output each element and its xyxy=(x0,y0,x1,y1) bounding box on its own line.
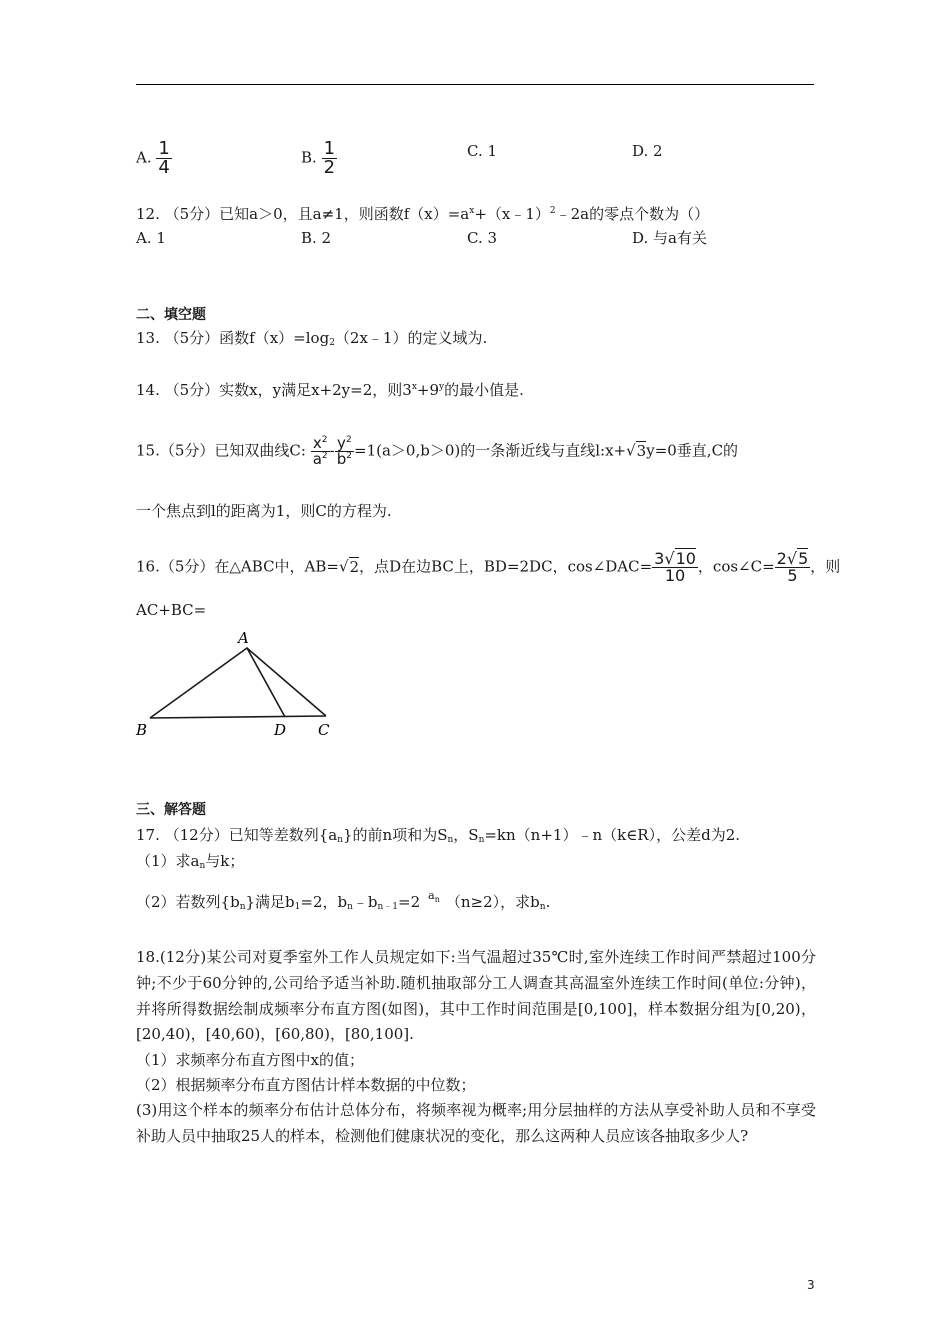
option-label: A. xyxy=(136,148,152,167)
text: （1）求a xyxy=(136,852,200,870)
option-label: B. xyxy=(301,148,317,167)
triangle-figure xyxy=(130,625,340,745)
q12-stem xyxy=(136,201,709,224)
fraction xyxy=(156,140,171,177)
point-d-label: D xyxy=(274,721,287,739)
q17-line3 xyxy=(136,886,550,917)
subscript: 2 xyxy=(329,338,335,348)
text: （2x﹣1）的定义域为. xyxy=(334,329,488,347)
radicand: 3 xyxy=(636,441,647,460)
numerator: x xyxy=(312,434,322,452)
text: +9 xyxy=(416,381,440,399)
denominator: 4 xyxy=(158,157,170,178)
superscript: y xyxy=(439,382,445,392)
q13-stem xyxy=(136,328,487,353)
header-rule xyxy=(136,84,814,85)
numerator: 1 xyxy=(158,138,170,159)
q12-option-b: B. 2 xyxy=(301,229,332,247)
text: 13. （5分）函数f（x）=log xyxy=(136,329,330,347)
text: ﹣2a的零点个数为（） xyxy=(555,205,710,223)
q18-part1: （1）求频率分布直方图中x的值； xyxy=(136,1051,365,1069)
text: =1(a＞0,b＞0)的一条渐近线与直线l:x+ xyxy=(354,441,627,460)
subscript: n xyxy=(434,895,440,904)
numerator: 1 xyxy=(323,138,336,159)
subscript: n xyxy=(337,835,343,845)
text: 16.（5分）在△ABC中，AB= xyxy=(136,557,339,576)
text: ，点D在边BC上，BD=2DC，cos∠DAC= xyxy=(359,557,653,576)
sqrt-symbol: √ xyxy=(626,441,636,460)
text: =2 xyxy=(398,893,421,911)
text: a xyxy=(428,889,435,902)
text: =kn（n+1）﹣n（k∈R），公差d为2. xyxy=(484,826,741,844)
text: （n≥2），求b xyxy=(445,893,540,911)
q11-option-a xyxy=(136,140,172,177)
text: +（x﹣1） xyxy=(474,205,550,223)
text: 15.（5分）已知双曲线C: xyxy=(136,441,306,460)
page-number: 3 xyxy=(807,1278,815,1292)
subscript: 1 xyxy=(294,902,301,912)
denominator: 10 xyxy=(664,566,686,585)
text: . xyxy=(545,893,551,911)
point-c-label: C xyxy=(318,721,330,739)
q12-option-c: C. 3 xyxy=(467,229,498,247)
text: =2，b xyxy=(300,893,348,911)
point-b-label: B xyxy=(136,721,148,739)
coefficient: 3 xyxy=(654,549,665,568)
power-term xyxy=(428,889,440,902)
text: ，S xyxy=(453,826,479,844)
superscript: 2 xyxy=(549,206,556,216)
q17-line2 xyxy=(136,851,244,876)
section-title: 二、填空题 xyxy=(136,307,206,323)
q14-stem xyxy=(136,377,524,400)
coefficient: 2 xyxy=(776,549,787,568)
subscript: n xyxy=(539,902,546,912)
text: （2）若数列{b xyxy=(136,893,240,911)
denominator: 2 xyxy=(323,157,336,178)
q16-line2: AC+BC= xyxy=(136,601,207,619)
superscript: x xyxy=(469,206,475,216)
text: 与k； xyxy=(205,852,245,870)
q16-stem xyxy=(136,551,840,584)
subscript: n xyxy=(447,835,454,845)
q12-option-a: A. 1 xyxy=(136,229,166,247)
subscript: n xyxy=(199,861,206,871)
subscript: n xyxy=(239,902,246,912)
superscript: x xyxy=(411,382,417,392)
superscript: 2 xyxy=(321,451,328,461)
q18-part2: （2）根据频率分布直方图估计样本数据的中位数； xyxy=(136,1076,476,1094)
text: - xyxy=(329,441,335,460)
fraction-x2-a2 xyxy=(311,436,330,467)
text: y=0垂直,C的 xyxy=(646,441,739,460)
denominator: a xyxy=(312,450,322,468)
radicand: 2 xyxy=(349,557,360,576)
q11-option-d: D. 2 xyxy=(632,142,663,160)
subscript: n﹣1 xyxy=(377,902,399,912)
q11-option-c: C. 1 xyxy=(467,142,498,160)
text: ﹣b xyxy=(352,893,378,911)
text: 的最小值是. xyxy=(444,381,524,399)
triangle-sides xyxy=(150,648,326,718)
text: }满足b xyxy=(245,893,295,911)
section-title: 三、解答题 xyxy=(136,802,206,818)
radicand: 5 xyxy=(798,549,809,568)
point-a-label: A xyxy=(238,629,249,647)
subscript: n xyxy=(347,902,353,912)
fraction-cos-dac: $\frac{3√10}{10}$ xyxy=(654,549,696,585)
side-bc xyxy=(150,716,326,718)
superscript: 2 xyxy=(321,435,328,445)
superscript: 2 xyxy=(346,451,352,461)
q17-line1 xyxy=(136,825,740,850)
q18-stem: 18.(12分)某公司对夏季室外工作人员规定如下:当气温超过35℃时,室外连续工作时间严禁超过100分钟;不少于60分钟的,公司给予适当补助.随机抽取部分工人调查其高温室外连续工作时间(单位:分钟)，并将所得数据绘制成频率分布直方图(如图)，其中工作时间范围是[0,100]，样本数据分组为[0,20)，[20,40)，[40,60)，[60,80)，[80,100]. xyxy=(136,948,816,1044)
radicand: 10 xyxy=(675,549,696,568)
text: 17. （12分）已知等差数列{a xyxy=(136,826,338,844)
text: }的前n项和为S xyxy=(343,826,448,844)
text: 12. （5分）已知a＞0，且a≠1，则函数f（x）=a xyxy=(136,205,470,223)
fraction xyxy=(322,140,337,177)
q12-option-d: D. 与a有关 xyxy=(632,229,707,247)
q15-line2: 一个焦点到l的距离为1，则C的方程为. xyxy=(136,502,392,520)
text: ，则 xyxy=(810,557,841,576)
superscript: 2 xyxy=(345,435,352,445)
fraction-cos-c: $\frac{2√5}{5}$ xyxy=(776,549,809,585)
q15-stem xyxy=(136,436,738,467)
q18-part3: (3)用这个样本的频率分布估计总体分布，将频率视为概率;用分层抽样的方法从享受补助人员和不享受补助人员中抽取25人的样本，检测他们健康状况的变化，那么这两种人员应该各抽取多少人? xyxy=(136,1101,816,1145)
subscript: n xyxy=(478,835,485,845)
denominator: 5 xyxy=(787,566,798,585)
numerator: y xyxy=(337,434,346,452)
segment-ad xyxy=(247,648,285,717)
denominator: b xyxy=(336,450,347,468)
fraction-y2-b2 xyxy=(335,436,354,467)
text: 14. （5分）实数x，y满足x+2y=2，则3 xyxy=(136,381,412,399)
text: ，cos∠C= xyxy=(697,557,775,576)
q11-option-b xyxy=(301,140,337,177)
sqrt-symbol: √ xyxy=(338,557,349,576)
